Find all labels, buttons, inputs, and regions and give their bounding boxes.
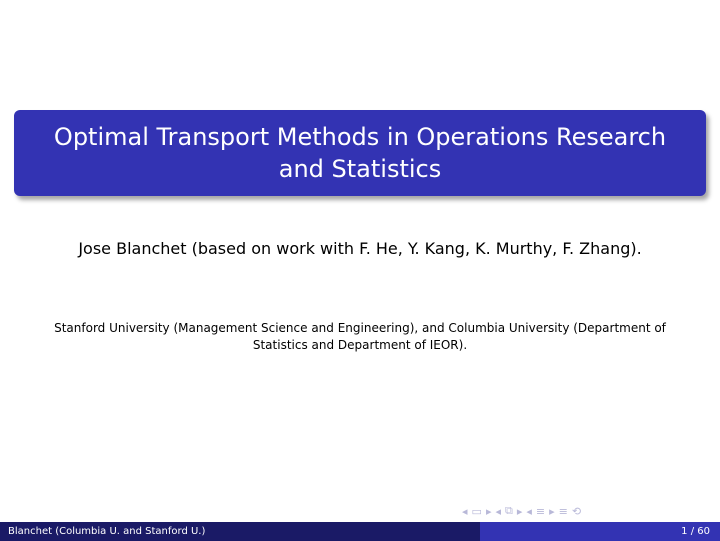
author-line: Jose Blanchet (based on work with F. He, Y. Kang, K. Murthy, F. Zhang). [78, 239, 642, 258]
nav-next-frame-icon[interactable]: ▸ [485, 504, 492, 518]
nav-frame-icon[interactable]: ▭ [471, 504, 482, 518]
nav-next-subsection-icon[interactable]: ▸ [516, 504, 523, 518]
nav-next-section-icon[interactable]: ▸ [549, 504, 555, 518]
nav-align-icon[interactable]: ≡ [558, 504, 568, 518]
nav-subsection-icon[interactable]: ⧉ [505, 504, 513, 517]
navigation-symbols[interactable] [462, 503, 712, 519]
footer-author: Blanchet (Columbia U. and Stanford U.) [0, 522, 480, 541]
nav-prev-subsection-icon[interactable]: ◂ [495, 504, 501, 518]
nav-search-icon[interactable]: ⟲ [571, 504, 582, 518]
title-box [14, 110, 706, 196]
institute-line: Stanford University (Management Science and Engineering), and Columbia University (Department of Statistics and Department of IEOR). [54, 321, 666, 352]
nav-section-icon[interactable]: ≡ [535, 504, 546, 518]
nav-prev-frame-icon[interactable]: ◂ [462, 504, 468, 518]
nav-prev-section-icon[interactable]: ◂ [526, 504, 532, 518]
slide-title: Optimal Transport Methods in Operations Research and Statistics [53, 123, 667, 183]
footer [0, 522, 720, 541]
footer-page-number: 1 / 60 [480, 522, 720, 541]
